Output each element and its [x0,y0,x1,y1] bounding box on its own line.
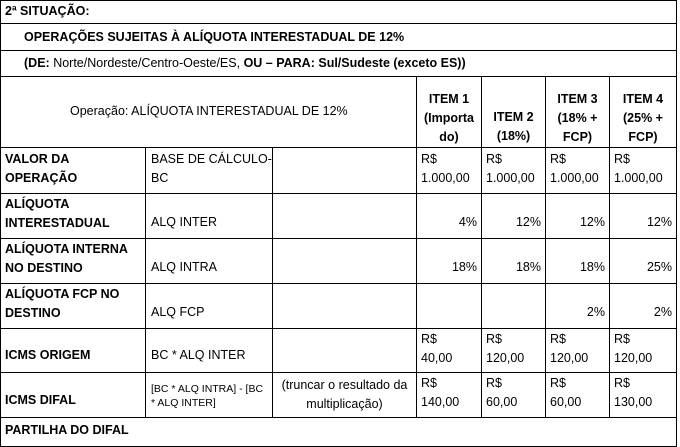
cell-line: 1.000,00 [614,171,663,185]
rule [0,193,677,194]
formula-line: * ALQ INTER] [151,397,216,409]
cell-line: R$ [550,332,566,346]
cell-line: 40,00 [421,351,453,365]
cell-valor-item-1 [421,150,470,188]
row-label-icms-difal: ICMS DIFAL [5,393,76,407]
cell-line: 60,00 [550,395,582,409]
row-formula-icms-origem: BC * ALQ INTER [151,348,246,362]
route-line [24,54,466,73]
row-formula-valor [151,150,272,188]
rule [0,147,677,148]
row-label-line: ALÍQUOTA FCP NO [5,287,120,301]
cell-line: R$ [486,332,502,346]
footer-partilha: PARTILHA DO DIFAL [5,423,129,437]
cell-aliq-inter-item-3: 12% [579,215,605,229]
cell-line: R$ [486,376,502,390]
cell-line: R$ [421,376,437,390]
cell-line: 1.000,00 [421,171,470,185]
cell-line: R$ [614,332,630,346]
cell-valor-item-2 [486,150,535,188]
rule [0,50,677,51]
note-line: multiplicação) [306,397,383,411]
route-de-value: Norte/Nordeste/Centro-Oeste/ES, [53,56,241,70]
rule [0,328,677,329]
cell-icms-origem-item-4 [614,330,652,368]
cell-line: R$ [550,376,566,390]
cell-aliq-interna-item-4: 25% [646,260,672,274]
row-label-line: ALÍQUOTA INTERNA [5,242,128,256]
header-item-2 [482,108,545,146]
cell-icms-origem-item-1 [421,330,452,368]
formula-line: BC [151,171,169,185]
cell-icms-origem-item-2 [486,330,524,368]
cell-aliq-fcp-item-3: 2% [586,305,605,319]
rule [0,23,677,24]
rule [676,0,677,447]
header-operation: Operação: ALÍQUOTA INTERESTADUAL DE 12% [70,104,348,118]
cell-aliq-inter-item-4: 12% [646,215,672,229]
row-label-line: DESTINO [5,306,61,320]
row-formula-icms-difal [151,382,263,410]
header-item-3-line: ITEM 3 [557,92,598,106]
route-para-value: Sul/Sudeste (exceto ES)) [318,56,466,70]
cell-line: R$ [614,376,630,390]
route-de-label: (DE: [24,56,50,70]
cell-icms-origem-item-3 [550,330,588,368]
header-item-1 [417,90,481,147]
rule [145,147,146,417]
cell-line: R$ [421,332,437,346]
cell-line: 140,00 [421,395,460,409]
header-item-1-line: ITEM 1 [428,92,470,106]
row-formula-aliq-inter: ALQ INTER [151,215,217,229]
header-item-1-line: (Importa [424,111,474,125]
cell-aliq-interna-item-1: 18% [451,260,477,274]
cell-icms-difal-item-1 [421,374,459,412]
row-label-aliq-interna [5,240,128,278]
header-item-4-line: FCP) [628,130,658,144]
row-label-aliq-inter [5,195,110,233]
cell-line: R$ [550,152,566,166]
row-label-line: INTERESTADUAL [5,216,110,230]
row-formula-aliq-interna: ALQ INTRA [151,260,217,274]
cell-line: 120,00 [614,351,653,365]
route-para-label: OU – PARA: [243,56,315,70]
rule [0,0,677,1]
header-item-3 [546,90,609,147]
rule [0,0,1,447]
cell-line: R$ [421,152,437,166]
cell-line: 120,00 [486,351,525,365]
cell-line: R$ [614,152,630,166]
header-item-3-line: FCP) [562,130,593,144]
rule [0,283,677,284]
row-label-aliq-fcp [5,285,119,323]
header-item-4-line: (25% + [623,111,663,125]
row-label-line: ALÍQUOTA [5,197,70,211]
note-line: (truncar o resultado da [281,378,408,392]
cell-line: 60,00 [486,395,518,409]
formula-line: [BC * ALQ INTRA] - [BC [151,383,264,395]
cell-line: R$ [486,152,502,166]
cell-line: 120,00 [550,351,589,365]
cell-aliq-inter-item-1: 4% [458,215,477,229]
header-item-2-line: ITEM 2 [493,110,534,124]
row-note-icms-difal [273,376,416,414]
row-label-line: OPERAÇÃO [5,171,78,185]
cell-icms-difal-item-3 [550,374,581,412]
row-label-valor [5,150,77,188]
subtitle: OPERAÇÕES SUJEITAS À ALÍQUOTA INTERESTADUAL DE 12% [24,30,405,44]
header-item-2-line: (18%) [496,129,531,143]
header-item-4-line: ITEM 4 [622,92,664,106]
cell-aliq-interna-item-3: 18% [579,260,605,274]
formula-line: BASE DE CÁLCULO- [151,152,272,166]
cell-valor-item-3 [550,150,599,188]
rule [0,76,677,77]
cell-line: 1.000,00 [550,171,599,185]
header-item-3-line: (18% + [557,111,598,125]
rule [0,417,677,418]
section-title: 2ª SITUAÇÃO: [5,4,90,18]
cell-aliq-fcp-item-4: 2% [653,305,672,319]
cell-icms-difal-item-2 [486,374,517,412]
row-label-icms-origem: ICMS ORIGEM [5,348,91,362]
cell-valor-item-4 [614,150,663,188]
cell-aliq-interna-item-2: 18% [515,260,541,274]
row-label-line: NO DESTINO [5,261,83,275]
cell-aliq-inter-item-2: 12% [515,215,541,229]
row-label-line: VALOR DA [5,152,70,166]
cell-line: 130,00 [614,395,653,409]
header-item-4 [610,90,676,147]
cell-icms-difal-item-4 [614,374,652,412]
rule [0,238,677,239]
cell-line: 1.000,00 [486,171,535,185]
row-formula-aliq-fcp: ALQ FCP [151,305,205,319]
header-item-1-line: do) [439,130,459,144]
rule [0,372,677,373]
